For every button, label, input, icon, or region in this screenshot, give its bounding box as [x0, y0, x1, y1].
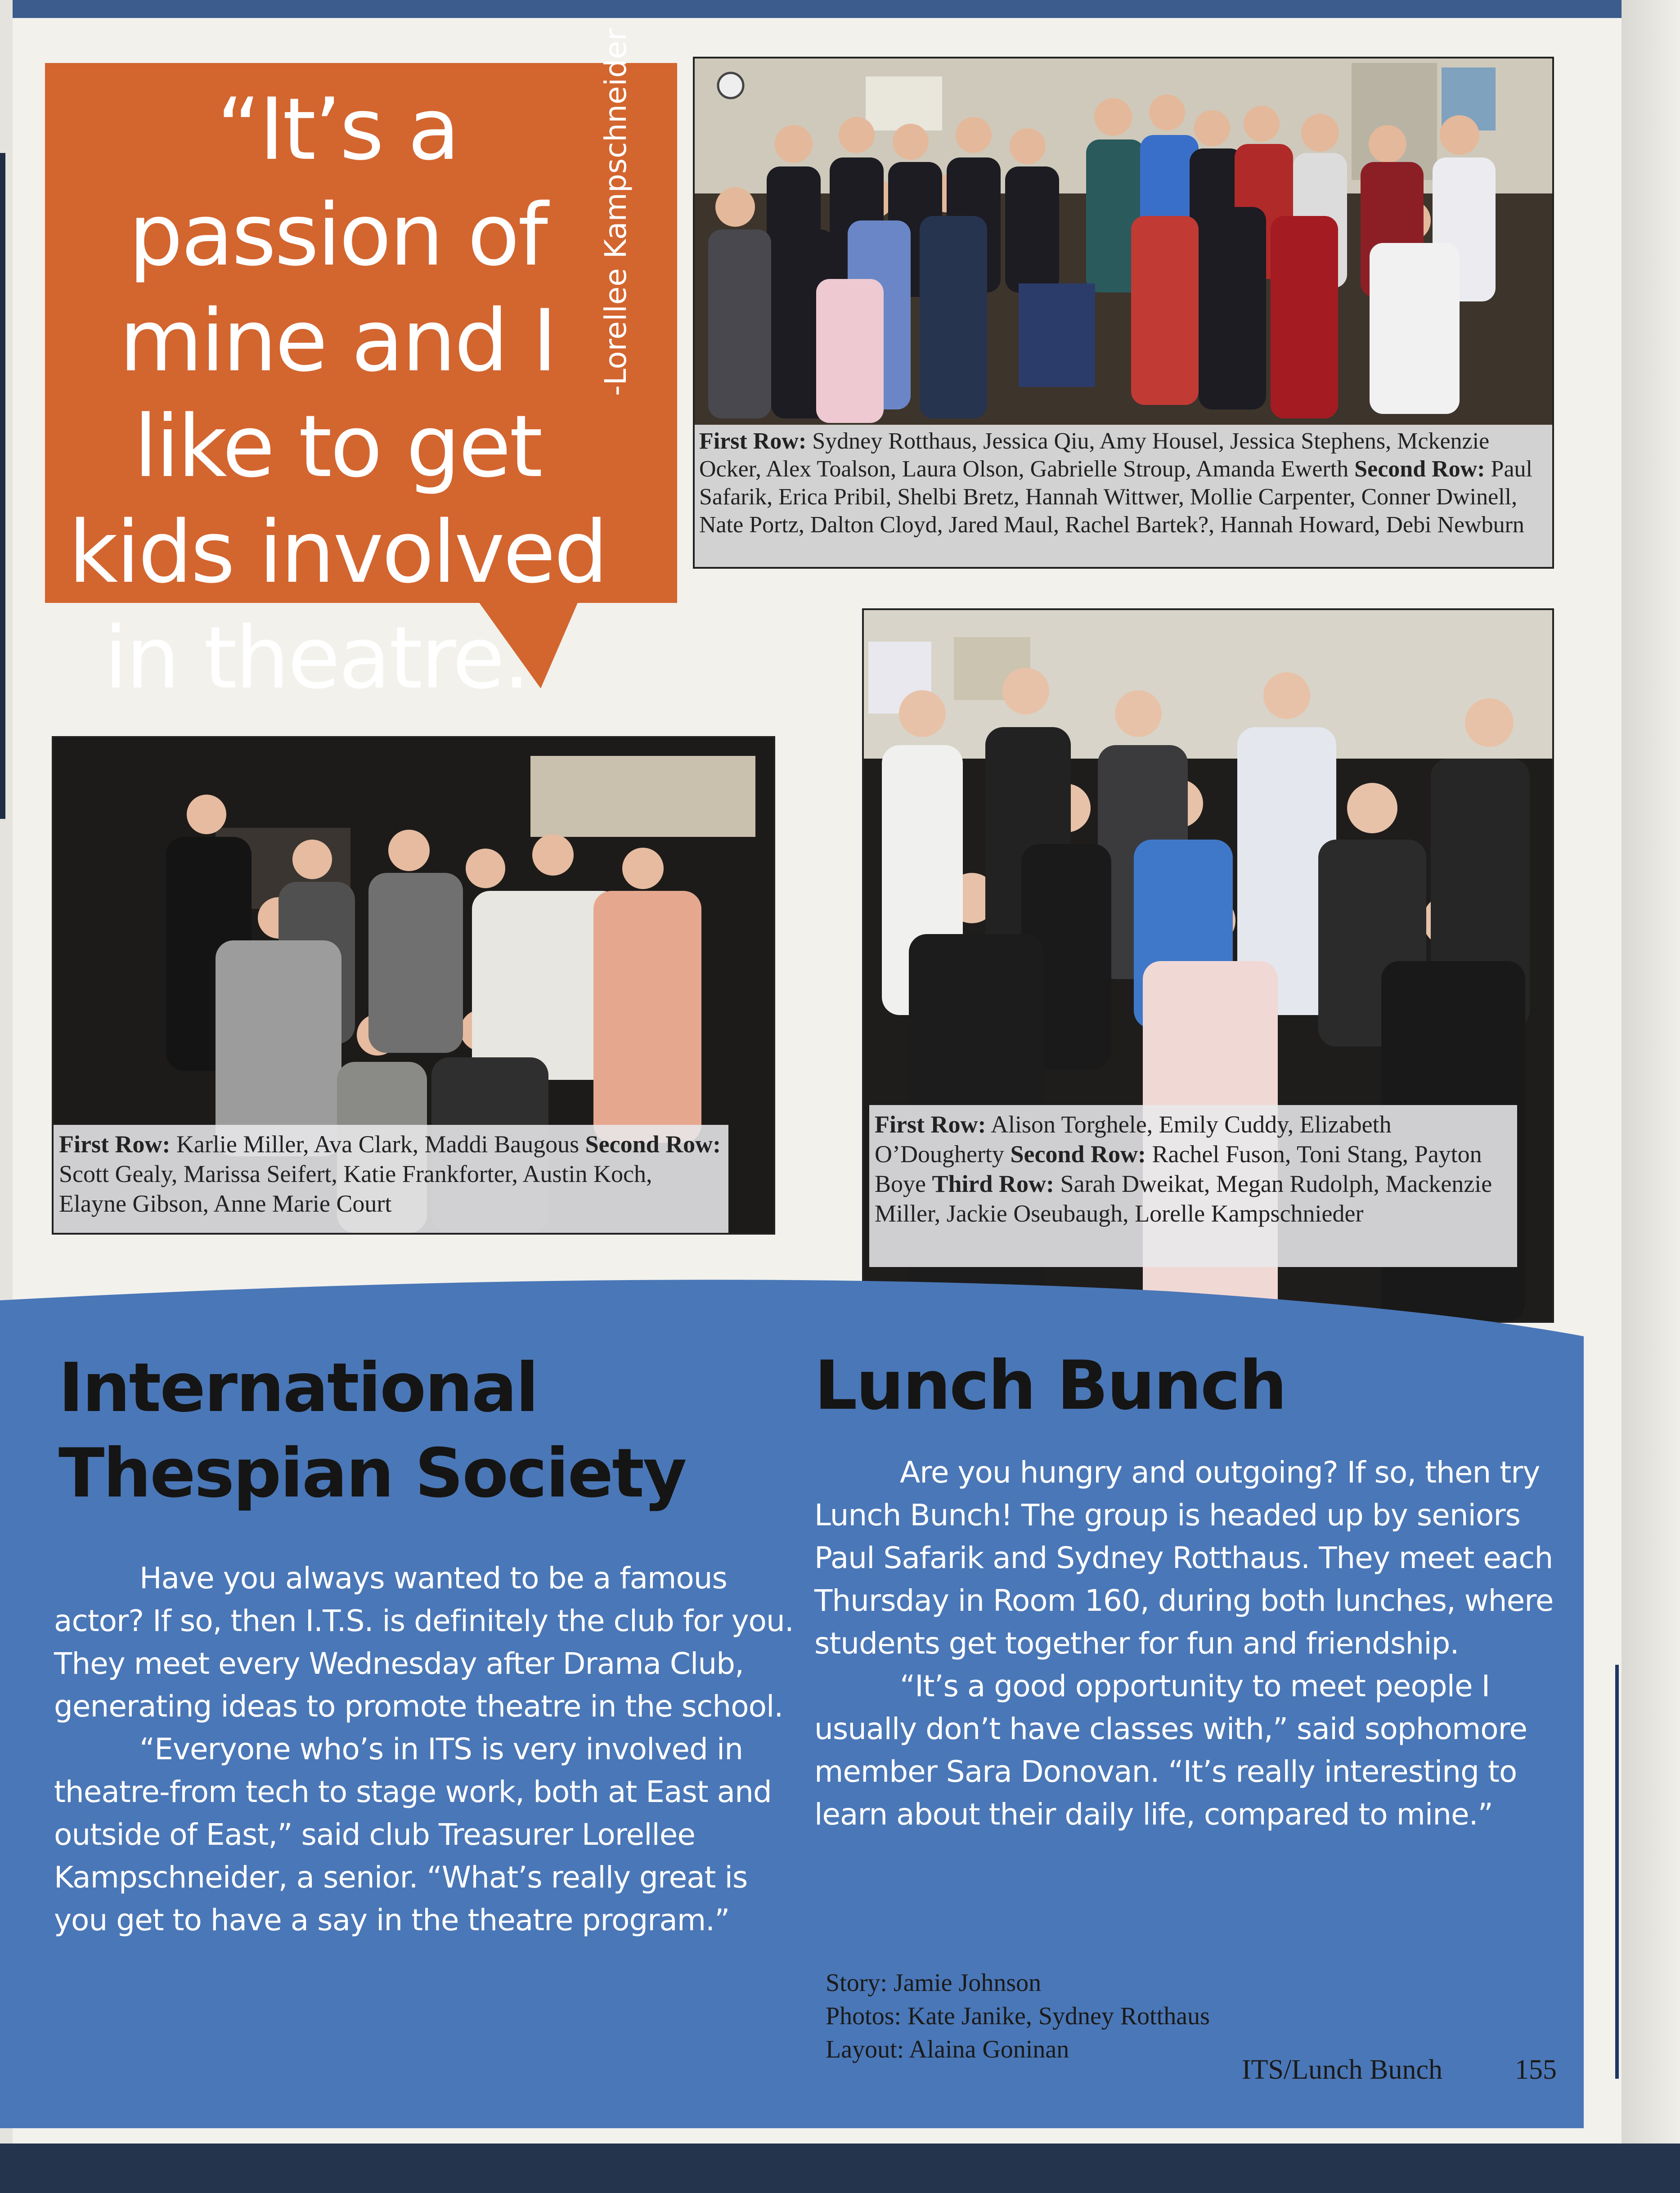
- bottom-page-edge: [0, 2144, 1680, 2193]
- caption-names: Rachel Fuson, Toni Stang, Payton Boye: [875, 1141, 1482, 1197]
- lunch-bunch-heading: Lunch Bunch: [814, 1347, 1286, 1425]
- caption-row-label: Second Row:: [585, 1131, 721, 1158]
- caption-row-label: Second Row:: [1354, 456, 1485, 482]
- caption-row-label: First Row:: [699, 428, 807, 454]
- caption-names: Karlie Miller, Ava Clark, Maddi Baugous: [170, 1131, 585, 1158]
- its-group-photo: [52, 736, 775, 1235]
- its-members-photo: [862, 608, 1554, 1323]
- caption-row-label: Second Row:: [1010, 1141, 1146, 1168]
- its-heading: [58, 1345, 686, 1516]
- photo-caption: [869, 1105, 1517, 1267]
- right-page-edge: [1622, 0, 1680, 2193]
- caption-names: Scott Gealy, Marissa Seifert, Katie Frankforter, Austin Koch, Elayne Gibson, Anne Marie Court: [59, 1160, 652, 1217]
- column-rule: [1615, 1665, 1619, 2079]
- layout-credit: Layout: Alaina Goninan: [826, 2036, 1069, 2063]
- its-heading-line: International: [58, 1349, 538, 1427]
- page-number: 155: [1515, 2054, 1557, 2085]
- caption-names: Sydney Rotthaus, Jessica Qiu, Amy Housel, Jessica Stephens, Mckenzie Ocker, Alex Toalson, Laura Olson, Gabrielle Stroup, Amanda Ewerth: [699, 428, 1490, 482]
- lunch-bunch-group-photo: [693, 57, 1554, 569]
- its-paragraph: “Everyone who’s in ITS is very involved in theatre-from tech to stage work, both at East and outside of East,” said club Treasurer Lorellee Kampschneider, a senior. “What’s really great is you get to have a say in the theatre program.”: [54, 1732, 772, 1937]
- caption-row-label: First Row:: [59, 1131, 171, 1158]
- top-page-edge: [0, 0, 1680, 18]
- caption-row-label: First Row:: [875, 1111, 986, 1138]
- lunch-paragraph: “It’s a good opportunity to meet people I usually don’t have classes with,” said sophomore member Sara Donovan. “It’s really interesting to learn about their daily life, compared to mine.”: [814, 1669, 1527, 1832]
- its-heading-line: Thespian Society: [58, 1434, 686, 1513]
- quote-bubble: [45, 28, 677, 708]
- staff-credits: [826, 1966, 1210, 2066]
- section-name: ITS/Lunch Bunch: [1242, 2054, 1442, 2085]
- quote-attribution: -Lorellee Kampschneider: [598, 28, 633, 396]
- photo-caption: [54, 1125, 728, 1233]
- caption-names: Sarah Dweikat, Megan Rudolph, Mackenzie Miller, Jackie Oseubaugh, Lorelle Kampschnieder: [875, 1170, 1492, 1227]
- caption-names: Paul Safarik, Erica Pribil, Shelbi Bretz, Hannah Wittwer, Mollie Carpenter, Conner Dwinell, Nate Portz, Dalton Cloyd, Jared Maul, Rachel Bartek?, Hannah Howard, Debi Newburn: [699, 456, 1532, 538]
- page-folio: [1242, 2054, 1557, 2086]
- lunch-paragraph: Are you hungry and outgoing? If so, then try Lunch Bunch! The group is headed up by seniors Paul Safarik and Sydney Rotthaus. They meet each Thursday in Room 160, during both lunches, where students get together for fun and friendship.: [814, 1455, 1554, 1661]
- its-paragraph: Have you always wanted to be a famous actor? If so, then I.T.S. is definitely the club for you. They meet every Wednesday after Drama Club, generating ideas to promote theatre in the school.: [54, 1561, 794, 1724]
- pull-quote: “It’s a passion of mine and I like to get kids involved in theatre.”: [68, 80, 606, 708]
- its-article-body: [54, 1557, 796, 1941]
- caption-row-label: Third Row:: [932, 1170, 1055, 1197]
- photos-credit: Photos: Kate Janike, Sydney Rotthaus: [826, 2002, 1210, 2030]
- photo-caption: [695, 425, 1552, 567]
- story-credit: Story: Jamie Johnson: [826, 1969, 1042, 1997]
- lunch-bunch-article-body: [814, 1451, 1561, 1836]
- facing-page-sliver: [0, 153, 5, 819]
- caption-names: Alison Torghele, Emily Cuddy, Elizabeth O’Dougherty: [875, 1111, 1392, 1168]
